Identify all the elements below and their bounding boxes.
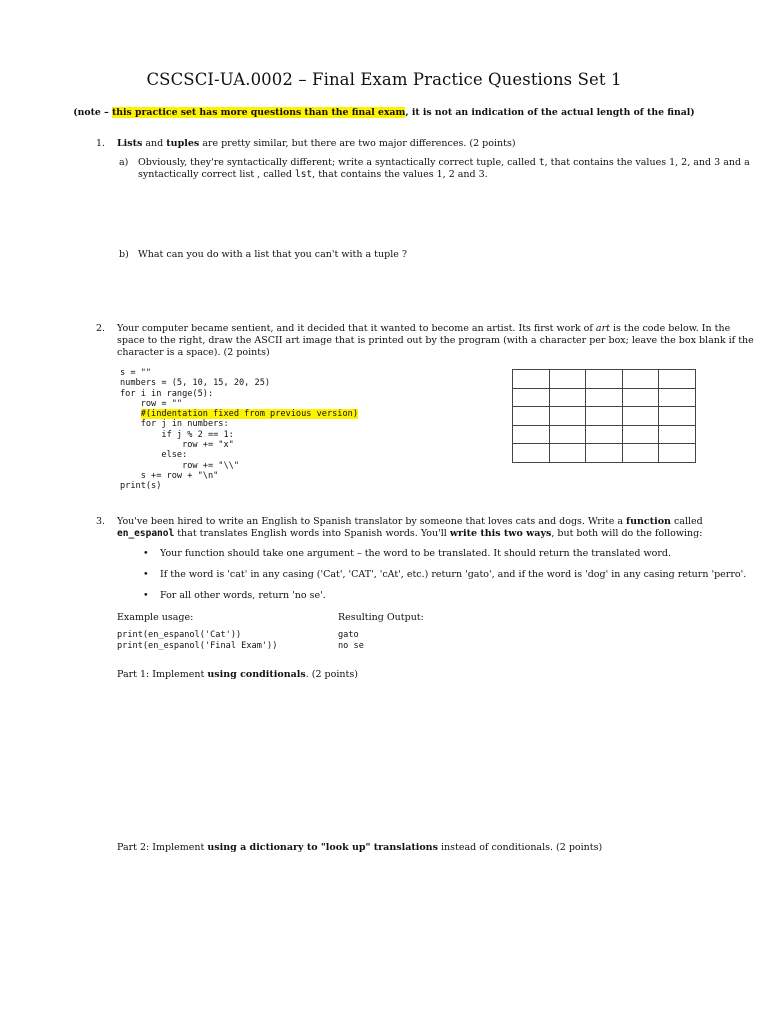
q1a-line2 bbox=[138, 169, 750, 181]
grid-cell bbox=[513, 407, 550, 426]
code-line: print(s) bbox=[120, 481, 162, 492]
q3-line1-pre: You've been hired to write an English to Spanish translator by someone that loves cats and dogs. Write a bbox=[117, 516, 627, 527]
part-1 bbox=[117, 669, 358, 680]
q2-line3: character is a space). (2 points) bbox=[117, 347, 270, 358]
grid-cell bbox=[659, 388, 696, 407]
resulting-output-header: Resulting Output: bbox=[338, 612, 424, 623]
grid-row bbox=[513, 407, 696, 426]
q2-line2: space to the right, draw the ASCII art image that is printed out by the program (with a character per box; leave the box blank if the bbox=[117, 335, 754, 346]
q1a-tuple-name: t bbox=[538, 157, 545, 168]
code-line bbox=[120, 409, 358, 419]
part-1-post: . (2 points) bbox=[305, 669, 358, 680]
grid-cell bbox=[659, 444, 696, 463]
q2-line1 bbox=[117, 323, 754, 335]
q1a-line1-pre: Obviously, they're syntactically different; write a syntactically correct tuple, called bbox=[138, 157, 539, 168]
grid-cell bbox=[513, 370, 550, 389]
q3-function-name: en_espanol bbox=[117, 528, 175, 539]
q3-two-ways: write this two ways bbox=[449, 528, 552, 539]
grid-cell bbox=[622, 425, 659, 444]
grid-cell bbox=[549, 407, 586, 426]
bullet-2-marker: • bbox=[143, 569, 149, 580]
q2-line1-pre: Your computer became sentient, and it decided that it wanted to become an artist. Its first work of bbox=[117, 323, 596, 334]
note-prefix: (note – bbox=[73, 107, 112, 118]
q3-line2 bbox=[117, 528, 703, 540]
q1-tuples: tuples bbox=[166, 138, 200, 149]
q1b-label: b) bbox=[119, 249, 129, 260]
part-2-bold: using a dictionary to "look up" translations bbox=[207, 842, 438, 853]
grid-cell bbox=[659, 407, 696, 426]
q3-function: function bbox=[626, 516, 671, 527]
grid-row bbox=[513, 388, 696, 407]
code-line: row += "x" bbox=[120, 440, 234, 451]
q1-rest: are pretty similar, but there are two major differences. (2 points) bbox=[199, 138, 516, 149]
grid-cell bbox=[622, 388, 659, 407]
grid-cell bbox=[513, 425, 550, 444]
grid-cell bbox=[622, 370, 659, 389]
q3-line2-post: , but both will do the following: bbox=[551, 528, 703, 539]
part-2-post: instead of conditionals. (2 points) bbox=[437, 842, 603, 853]
q2-line1-post: is the code below. In the bbox=[609, 323, 731, 334]
code-line: for j in numbers: bbox=[120, 419, 229, 430]
q1a-line1 bbox=[138, 157, 750, 169]
grid-row bbox=[513, 370, 696, 389]
grid-cell bbox=[549, 370, 586, 389]
code-line: if j % 2 == 1: bbox=[120, 429, 234, 440]
q3-text bbox=[117, 516, 703, 540]
grid-cell bbox=[586, 370, 623, 389]
grid-cell bbox=[586, 388, 623, 407]
bullet-3-marker: • bbox=[143, 590, 149, 601]
q3-number: 3. bbox=[96, 516, 106, 527]
q1a-list-name: lst bbox=[294, 169, 313, 180]
part-2-pre: Part 2: Implement bbox=[117, 842, 208, 853]
example-usage-header: Example usage: bbox=[117, 612, 194, 623]
grid-cell bbox=[549, 425, 586, 444]
q1a-line2-pre: syntactically correct list , called bbox=[138, 169, 295, 180]
code-line: s = "" bbox=[120, 368, 152, 378]
grid-cell bbox=[586, 407, 623, 426]
grid-cell bbox=[513, 444, 550, 463]
bullet-1: Your function should take one argument – the word to be translated. It should return the translated word. bbox=[160, 548, 672, 559]
code-line: row += "\\" bbox=[120, 460, 239, 471]
example-output-1: gato bbox=[338, 630, 359, 640]
grid-cell bbox=[549, 388, 586, 407]
code-line: else: bbox=[120, 450, 188, 461]
q1-lists: Lists bbox=[117, 138, 143, 149]
part-1-pre: Part 1: Implement bbox=[117, 669, 208, 680]
grid-cell bbox=[586, 425, 623, 444]
bullet-3: For all other words, return 'no se'. bbox=[160, 590, 326, 601]
example-output-2: no se bbox=[338, 641, 364, 651]
bullet-1-marker: • bbox=[143, 548, 149, 559]
page-title: CSCSCI-UA.0002 – Final Exam Practice Questions Set 1 bbox=[146, 70, 622, 89]
code-line: numbers = (5, 10, 15, 20, 25) bbox=[120, 378, 271, 389]
q1a-text bbox=[138, 157, 750, 181]
grid-cell bbox=[549, 444, 586, 463]
code-line: s += row + "\n" bbox=[120, 470, 219, 481]
q2-number: 2. bbox=[96, 323, 106, 334]
note-highlight: this practice set has more questions than the final exam bbox=[111, 107, 406, 118]
bullet-2: If the word is 'cat' in any casing ('Cat', 'CAT', 'cAt', etc.) return 'gato', and if the word is 'dog' in any casing return 'perro'. bbox=[160, 569, 747, 580]
grid-cell bbox=[659, 425, 696, 444]
q3-line1-post: called bbox=[670, 516, 703, 527]
q1a-line2-post: , that contains the values 1, 2 and 3. bbox=[312, 169, 488, 180]
grid-cell bbox=[513, 388, 550, 407]
code-block bbox=[120, 368, 358, 492]
q1-and: and bbox=[142, 138, 167, 149]
note-suffix: , it is not an indication of the actual length of the final) bbox=[405, 107, 695, 118]
grid-row bbox=[513, 444, 696, 463]
ascii-art-grid bbox=[512, 369, 696, 463]
grid-cell bbox=[586, 444, 623, 463]
code-line: for i in range(5): bbox=[120, 388, 214, 399]
q1a-label: a) bbox=[119, 157, 129, 168]
q1b-text: What can you do with a list that you can't with a tuple ? bbox=[138, 249, 407, 260]
q2-text bbox=[117, 323, 754, 359]
q1-text bbox=[117, 138, 516, 150]
q1a-line1-post: , that contains the values 1, 2, and 3 and a bbox=[544, 157, 750, 168]
q3-line1 bbox=[117, 516, 703, 528]
code-line: row = "" bbox=[120, 398, 183, 409]
part-1-bold: using conditionals bbox=[207, 669, 306, 680]
q2-art: art bbox=[595, 323, 610, 334]
grid-cell bbox=[622, 407, 659, 426]
example-code-2: print(en_espanol('Final Exam')) bbox=[117, 641, 278, 651]
part-2 bbox=[117, 842, 602, 853]
grid-cell bbox=[659, 370, 696, 389]
q3-line2-pre: that translates English words into Spanish words. You'll bbox=[174, 528, 450, 539]
q1-number: 1. bbox=[96, 138, 106, 149]
grid-row bbox=[513, 425, 696, 444]
grid-cell bbox=[622, 444, 659, 463]
example-code-1: print(en_espanol('Cat')) bbox=[117, 630, 242, 640]
practice-note bbox=[0, 107, 768, 118]
code-comment-highlight: #(indentation fixed from previous version) bbox=[140, 409, 359, 420]
